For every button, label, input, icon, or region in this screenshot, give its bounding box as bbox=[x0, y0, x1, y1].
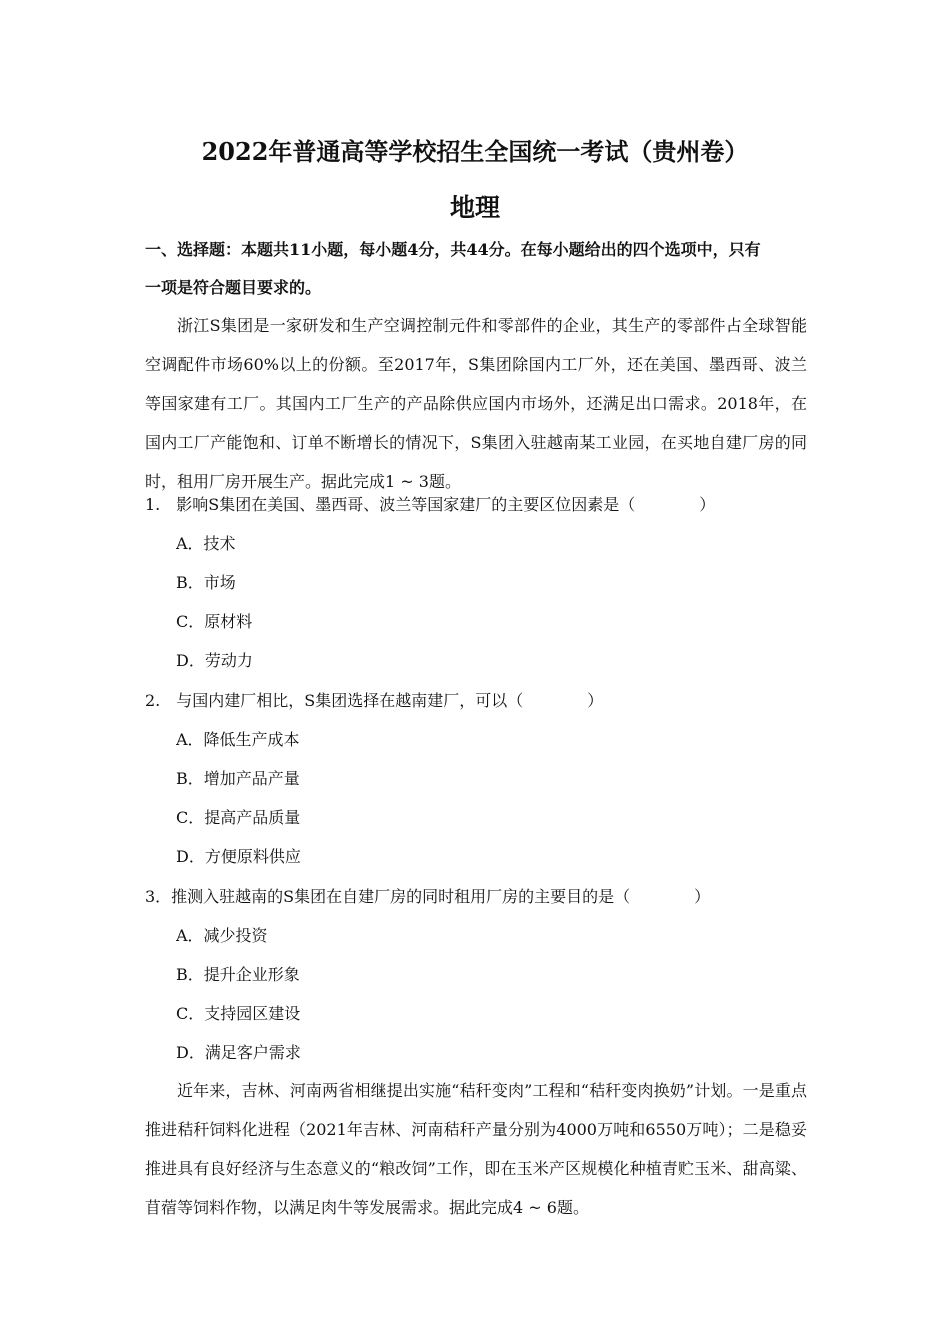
question-3-option-c: C．支持园区建设 bbox=[176, 1004, 301, 1023]
passage-2: 近年来，吉林、河南两省相继提出实施“秸秆变肉”工程和“秸秆变肉换奶”计划。一是重点推进秸秆饲料化进程（2021年吉林、河南秸秆产量分别为4000万吨和6550万吨）；二是稳妥推进具有良好经济与生态意义的“粮改饲”工作，即在玉米产区规模化种植青贮玉米、甜高粱、苜蓿等饲料作物，以满足肉牛等发展需求。据此完成4 ~ 6题。 bbox=[145, 1081, 807, 1217]
question-1-stem: 1. 影响S集团在美国、墨西哥、波兰等国家建厂的主要区位因素是（ ） bbox=[145, 495, 716, 514]
question-2-option-b: B．增加产品产量 bbox=[176, 769, 300, 788]
question-1-option-a: A．技术 bbox=[176, 534, 236, 553]
question-3-option-a: A．减少投资 bbox=[176, 926, 268, 945]
passage-1: 浙江S集团是一家研发和生产空调控制元件和零部件的企业，其生产的零部件占全球智能空调配件市场60%以上的份额。至2017年，S集团除国内工厂外，还在美国、墨西哥、波兰等国家建有工厂。其国内工厂生产的产品除供应国内市场外，还满足出口需求。2018年，在国内工厂产能饱和、订单不断增长的情况下，S集团入驻越南某工业园，在买地自建厂房的同时，租用厂房开展生产。据此完成1 ~ 3题。 bbox=[145, 316, 807, 491]
question-2-option-c: C．提高产品质量 bbox=[176, 808, 301, 827]
question-3-option-d: D．满足客户需求 bbox=[176, 1043, 301, 1062]
question-3-option-b: B．提升企业形象 bbox=[176, 965, 300, 984]
question-1-option-d: D．劳动力 bbox=[176, 651, 253, 670]
question-1-option-b: B．市场 bbox=[176, 573, 236, 592]
question-1-option-c: C．原材料 bbox=[176, 612, 253, 631]
exam-title: 2022年普通高等学校招生全国统一考试（贵州卷） bbox=[201, 137, 749, 166]
question-2-option-a: A．降低生产成本 bbox=[176, 730, 300, 749]
question-2-option-d: D．方便原料供应 bbox=[176, 847, 301, 866]
section-heading-line-1: 一、选择题：本题共11小题，每小题4分，共44分。在每小题给出的四个选项中，只有 bbox=[145, 240, 761, 259]
question-3-stem: 3．推测入驻越南的S集团在自建厂房的同时租用厂房的主要目的是（ ） bbox=[145, 887, 711, 906]
question-2-stem: 2. 与国内建厂相比，S集团选择在越南建厂，可以（ ） bbox=[145, 691, 604, 710]
section-heading-line-2: 一项是符合题目要求的。 bbox=[145, 278, 322, 297]
subject-title: 地理 bbox=[449, 193, 500, 222]
